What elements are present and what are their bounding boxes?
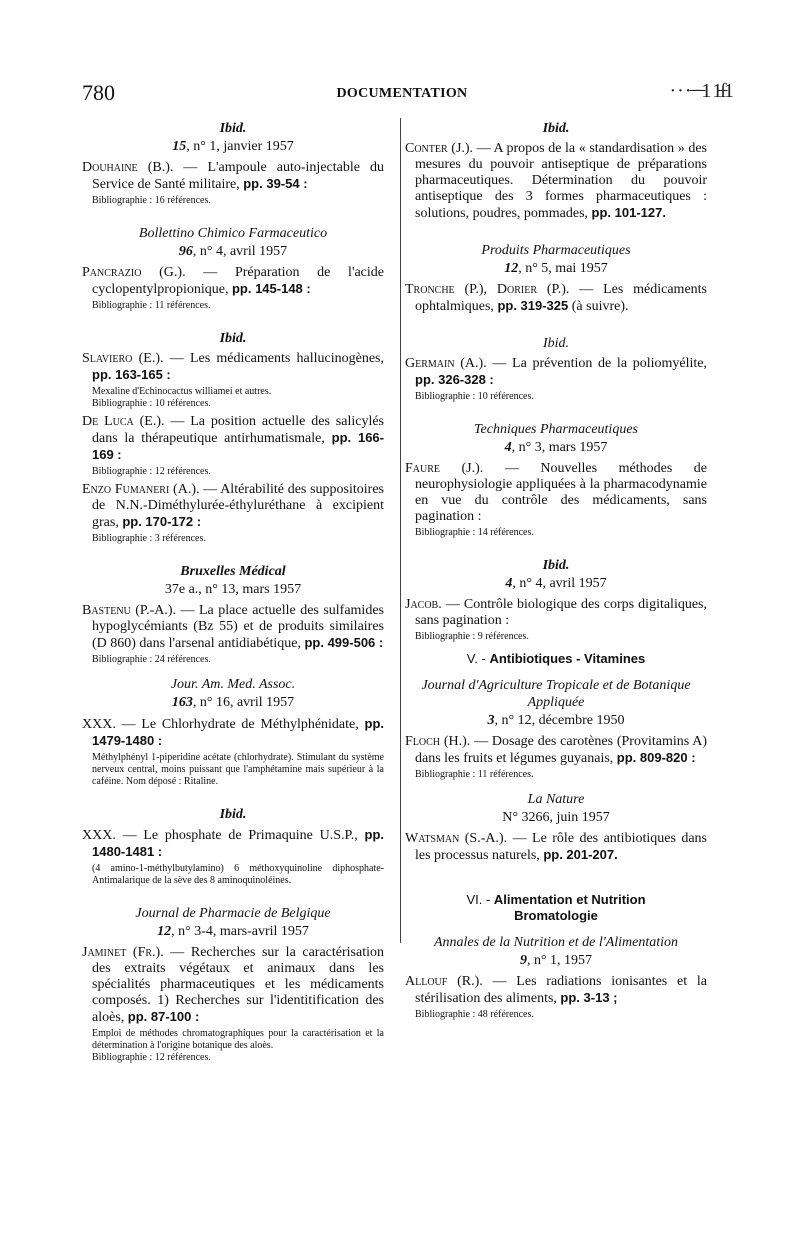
entry-text — [82, 945, 384, 1026]
left-column — [82, 120, 384, 1064]
source-name: Journal de Pharmacie de Belgique — [135, 906, 331, 921]
bibliography-entry — [405, 461, 707, 539]
section-title: Alimentation et Nutrition — [493, 892, 646, 907]
section-heading — [405, 651, 707, 667]
source-name: Techniques Pharmaceutiques — [474, 422, 638, 437]
section-subtitle: Bromatologie — [514, 908, 598, 923]
entry-text — [82, 414, 384, 464]
header-mark: · · · ̶ ̶ ̶ 1 1̶ſ1 — [669, 80, 732, 102]
source-issue — [82, 243, 384, 261]
source-name: Journal d'Agriculture Tropicale et de Botanique Appliquée — [421, 678, 691, 710]
entry-text — [82, 265, 384, 298]
entry-text — [82, 160, 384, 193]
issue-details: , n° 3, mars 1957 — [511, 440, 608, 455]
entry-title: — L'ampoule auto-injectable du Service de Santé militaire, — [92, 160, 384, 192]
issue-volume: 4 — [504, 440, 512, 455]
entry-pages: pp. 1480-1481 : — [92, 827, 384, 859]
entry-title: — La prévention de la poliomyélite, — [486, 356, 707, 371]
entry-tail: (à suivre). — [568, 299, 629, 314]
entry-title: — A propos de la « standardisation » des mesures du pouvoir antiseptique de préparations pharmaceutiques. Détermination du pouvoir antiseptique des 3 formes pharmaceutiques : solutions, poudres, pommades, — [415, 141, 707, 221]
entry-author: Pancrazio (G.). — [82, 265, 186, 280]
source-block — [82, 905, 384, 941]
entry-note: Bibliographie : 9 références. — [415, 631, 529, 642]
issue-details: , n° 1, 1957 — [526, 953, 593, 968]
spacer — [405, 224, 707, 242]
spacer — [405, 403, 707, 421]
entry-pages: pp. 39-54 : — [243, 176, 308, 191]
entry-title: — Le phosphate de Primaquine U.S.P., — [115, 828, 365, 843]
entry-pages: pp. 170-172 : — [122, 514, 202, 529]
entry-text — [82, 827, 384, 861]
column-divider — [400, 118, 401, 943]
source-name: Bollettino Chimico Farmaceutico — [138, 226, 328, 241]
source-name: Bruxelles Médical — [180, 564, 286, 579]
entry-note: Bibliographie : 16 références. — [92, 195, 211, 206]
entry-pages: pp. 101-127. — [591, 205, 666, 220]
entry-author: Allouf (R.). — [405, 974, 483, 989]
bibliography-entry — [82, 351, 384, 410]
issue-details: 37e a., n° 13, mars 1957 — [164, 582, 302, 597]
source-block — [82, 563, 384, 599]
entry-author: Bastenu (P.-A.). — [82, 603, 177, 618]
bibliography-entry — [405, 734, 707, 781]
entry-pages: pp. 319-325 — [497, 298, 569, 313]
entry-title: — Les radiations ionisantes et la stérilisation des aliments, — [415, 974, 707, 1006]
source-name: Jour. Am. Med. Assoc. — [170, 677, 296, 692]
issue-details: , n° 1, janvier 1957 — [186, 139, 294, 154]
entry-text — [405, 356, 707, 389]
entry-author: Conter (J.). — [405, 141, 474, 156]
spacer — [82, 788, 384, 806]
source-block — [405, 791, 707, 827]
source-name: Ibid. — [542, 121, 570, 136]
source-issue — [405, 952, 707, 970]
source-block — [405, 557, 707, 593]
spacer — [405, 781, 707, 791]
source-issue — [405, 260, 707, 278]
source-name: La Nature — [527, 792, 585, 807]
issue-volume: 15 — [172, 139, 187, 154]
entry-title: — Dosage des carotènes (Provitamins A) dans les fruits et légumes guyanais, — [415, 734, 707, 766]
source-block — [82, 120, 384, 156]
issue-volume: 12 — [157, 924, 172, 939]
bibliography-entry — [405, 597, 707, 643]
source-issue — [82, 923, 384, 941]
issue-details: , n° 16, avril 1957 — [192, 695, 295, 710]
entry-pages: pp. 1479-1480 : — [92, 716, 384, 748]
entry-author: Jaminet (Fr.). — [82, 945, 164, 960]
source-issue — [82, 694, 384, 712]
issue-volume: 4 — [505, 576, 513, 591]
bibliography-entry — [82, 945, 384, 1064]
entry-note: Bibliographie : 12 références. — [92, 466, 211, 477]
source-issue — [405, 712, 707, 730]
source-block — [82, 330, 384, 347]
entry-text — [82, 716, 384, 750]
entry-title: — La place actuelle des sulfamides hypoglycémiants (Bz 55) et de produits similaires (D 860) dans l'arsenal antidiabétique, — [92, 603, 384, 651]
source-block — [405, 677, 707, 730]
source-block — [82, 225, 384, 261]
entry-text — [405, 734, 707, 767]
section-number: VI. - — [466, 892, 494, 907]
right-column — [405, 120, 707, 1021]
entry-note: (4 amino-1-méthylbutylamino) 6 méthoxyquinoline diphosphate-Antimalarique de la sève des 8 aminoquinoléines. — [92, 863, 384, 886]
source-block — [405, 335, 707, 352]
page-header — [82, 80, 732, 106]
entry-text — [82, 603, 384, 652]
spacer — [82, 207, 384, 225]
entry-pages: pp. 809-820 : — [616, 750, 696, 765]
section-heading — [405, 892, 707, 924]
entry-text — [405, 597, 707, 629]
bibliography-entry — [405, 282, 707, 315]
entry-note: Bibliographie : 14 références. — [415, 527, 534, 538]
bibliography-entry — [405, 831, 707, 864]
entry-author: XXX. — [82, 828, 116, 843]
issue-volume: 12 — [504, 261, 519, 276]
source-block — [82, 676, 384, 712]
entry-author: Germain (A.). — [405, 356, 487, 371]
entry-note: Mexaline d'Echinocactus williamei et autres. — [92, 386, 272, 397]
bibliography-entry — [82, 716, 384, 788]
entry-text — [405, 461, 707, 525]
entry-note: Bibliographie : 3 références. — [92, 533, 206, 544]
entry-title: — Altérabilité des suppositoires de N.N.-Diméthylurée-éthyluréthane à excipient gras, — [92, 482, 384, 530]
issue-volume: 9 — [519, 953, 527, 968]
bibliography-entry — [405, 141, 707, 222]
source-name: Ibid. — [542, 336, 570, 351]
entry-text — [405, 974, 707, 1007]
source-block — [405, 421, 707, 457]
bibliography-entry — [82, 482, 384, 545]
entry-note: Bibliographie : 10 références. — [415, 391, 534, 402]
entry-text — [405, 141, 707, 222]
source-issue — [82, 581, 384, 599]
spacer — [82, 312, 384, 330]
source-name: Produits Pharmaceutiques — [481, 243, 631, 258]
entry-title: — Préparation de l'acide cyclopentylpropionique, — [92, 265, 384, 297]
entry-author: XXX. — [82, 717, 116, 732]
source-name: Ibid. — [219, 331, 247, 346]
bibliography-entry — [405, 356, 707, 403]
entry-text — [405, 282, 707, 315]
page-number: 780 — [82, 80, 115, 105]
source-name: Ibid. — [219, 121, 247, 136]
issue-details: , n° 12, décembre 1950 — [494, 713, 625, 728]
entry-title: — Nouvelles méthodes de neurophysiologie appliquées à la pharmacodynamie en vue du contrôle des médicaments, sans pagination : — [415, 461, 707, 524]
entry-pages: pp. 163-165 : — [92, 367, 171, 382]
entry-title: — Les médicaments hallucinogènes, — [163, 351, 384, 366]
entry-note: Emploi de méthodes chromatographiques pour la caractérisation et la détermination à l'origine botanique des aloès. — [92, 1028, 384, 1051]
issue-details: N° 3266, juin 1957 — [502, 810, 610, 825]
source-issue — [82, 138, 384, 156]
entry-author: Floch (H.). — [405, 734, 471, 749]
entry-note: Bibliographie : 11 références. — [92, 300, 211, 311]
entry-author: Faure (J.). — [405, 461, 484, 476]
issue-volume: 3 — [487, 713, 495, 728]
spacer — [405, 317, 707, 335]
entry-title: — Contrôle biologique des corps digitaliques, sans pagination : — [415, 597, 707, 628]
source-block — [405, 242, 707, 278]
bibliography-entry — [82, 827, 384, 887]
entry-pages: pp. 499-506 : — [304, 635, 384, 650]
entry-text — [82, 482, 384, 531]
section-title: Antibiotiques - Vitamines — [489, 651, 646, 666]
entry-author: Jacob. — [405, 597, 442, 612]
entry-pages: pp. 3-13 ; — [560, 990, 618, 1005]
entry-note: Bibliographie : 10 références. — [92, 398, 211, 409]
issue-details: , n° 4, avril 1957 — [512, 576, 607, 591]
entry-pages: pp. 166-169 : — [92, 430, 384, 462]
entry-pages: pp. 145-148 : — [231, 281, 311, 296]
entry-author: Douhaine (B.). — [82, 160, 174, 175]
source-block — [405, 120, 707, 137]
bibliography-entry — [405, 974, 707, 1021]
page-title: DOCUMENTATION — [336, 86, 468, 101]
spacer — [82, 666, 384, 676]
source-name: Ibid. — [542, 558, 570, 573]
bibliography-entry — [82, 603, 384, 666]
source-issue — [405, 575, 707, 593]
entry-title: — Le Chlorhydrate de Méthylphénidate, — [115, 717, 365, 732]
issue-details: , n° 4, avril 1957 — [192, 244, 288, 259]
issue-details: , n° 3-4, mars-avril 1957 — [171, 924, 309, 939]
entry-note: Bibliographie : 48 références. — [415, 1009, 534, 1020]
entry-author: De Luca (E.). — [82, 414, 165, 429]
source-block — [405, 934, 707, 970]
spacer — [82, 887, 384, 905]
source-issue — [405, 439, 707, 457]
spacer — [405, 866, 707, 884]
issue-volume: 96 — [178, 244, 193, 259]
entry-pages: pp. 326-328 : — [415, 372, 494, 387]
issue-details: , n° 5, mai 1957 — [518, 261, 608, 276]
entry-title: — La position actuelle des salicylés dans la thérapeutique antirhumatismale, — [92, 414, 384, 446]
issue-volume: 163 — [171, 695, 193, 710]
section-number: V. - — [466, 651, 490, 666]
entry-author: Watsman (S.-A.). — [405, 831, 508, 846]
source-block — [82, 806, 384, 823]
bibliography-entry — [82, 160, 384, 207]
entry-text — [82, 351, 384, 384]
entry-text — [405, 831, 707, 864]
source-name: Ibid. — [219, 807, 247, 822]
source-issue — [405, 809, 707, 827]
entry-note: Bibliographie : 11 références. — [415, 769, 534, 780]
entry-author: Enzo Fumaneri (A.). — [82, 482, 200, 497]
entry-pages: pp. 87-100 : — [127, 1009, 200, 1024]
bibliography-entry — [82, 265, 384, 312]
spacer — [405, 539, 707, 557]
entry-title: — Recherches sur la caractérisation des extraits végétaux et animaux dans les spécialités pharmaceutiques et les médicaments composés. 1) Recherches sur l'identitification des aloès, — [92, 945, 384, 1025]
entry-author: Slaviero (E.). — [82, 351, 164, 366]
entry-note: Bibliographie : 24 références. — [92, 654, 211, 665]
entry-author: Tronche (P.), Dorier (P.). — [405, 282, 570, 297]
entry-title: — Les médicaments ophtalmiques, — [415, 282, 707, 314]
entry-note: Méthylphényl 1-piperidine acétate (chlorhydrate). Stimulant du système nerveux central, moins puissant que l'amphétamine mais supérieur à la caféine. Nom déposé : Ritaline. — [92, 752, 384, 787]
source-name: Annales de la Nutrition et de l'Alimentation — [433, 935, 679, 950]
entry-pages: pp. 201-207. — [543, 847, 618, 862]
entry-title: — Le rôle des antibiotiques dans les processus naturels, — [415, 831, 708, 863]
spacer — [82, 545, 384, 563]
bibliography-entry — [82, 414, 384, 478]
entry-note: Bibliographie : 12 références. — [92, 1052, 211, 1063]
